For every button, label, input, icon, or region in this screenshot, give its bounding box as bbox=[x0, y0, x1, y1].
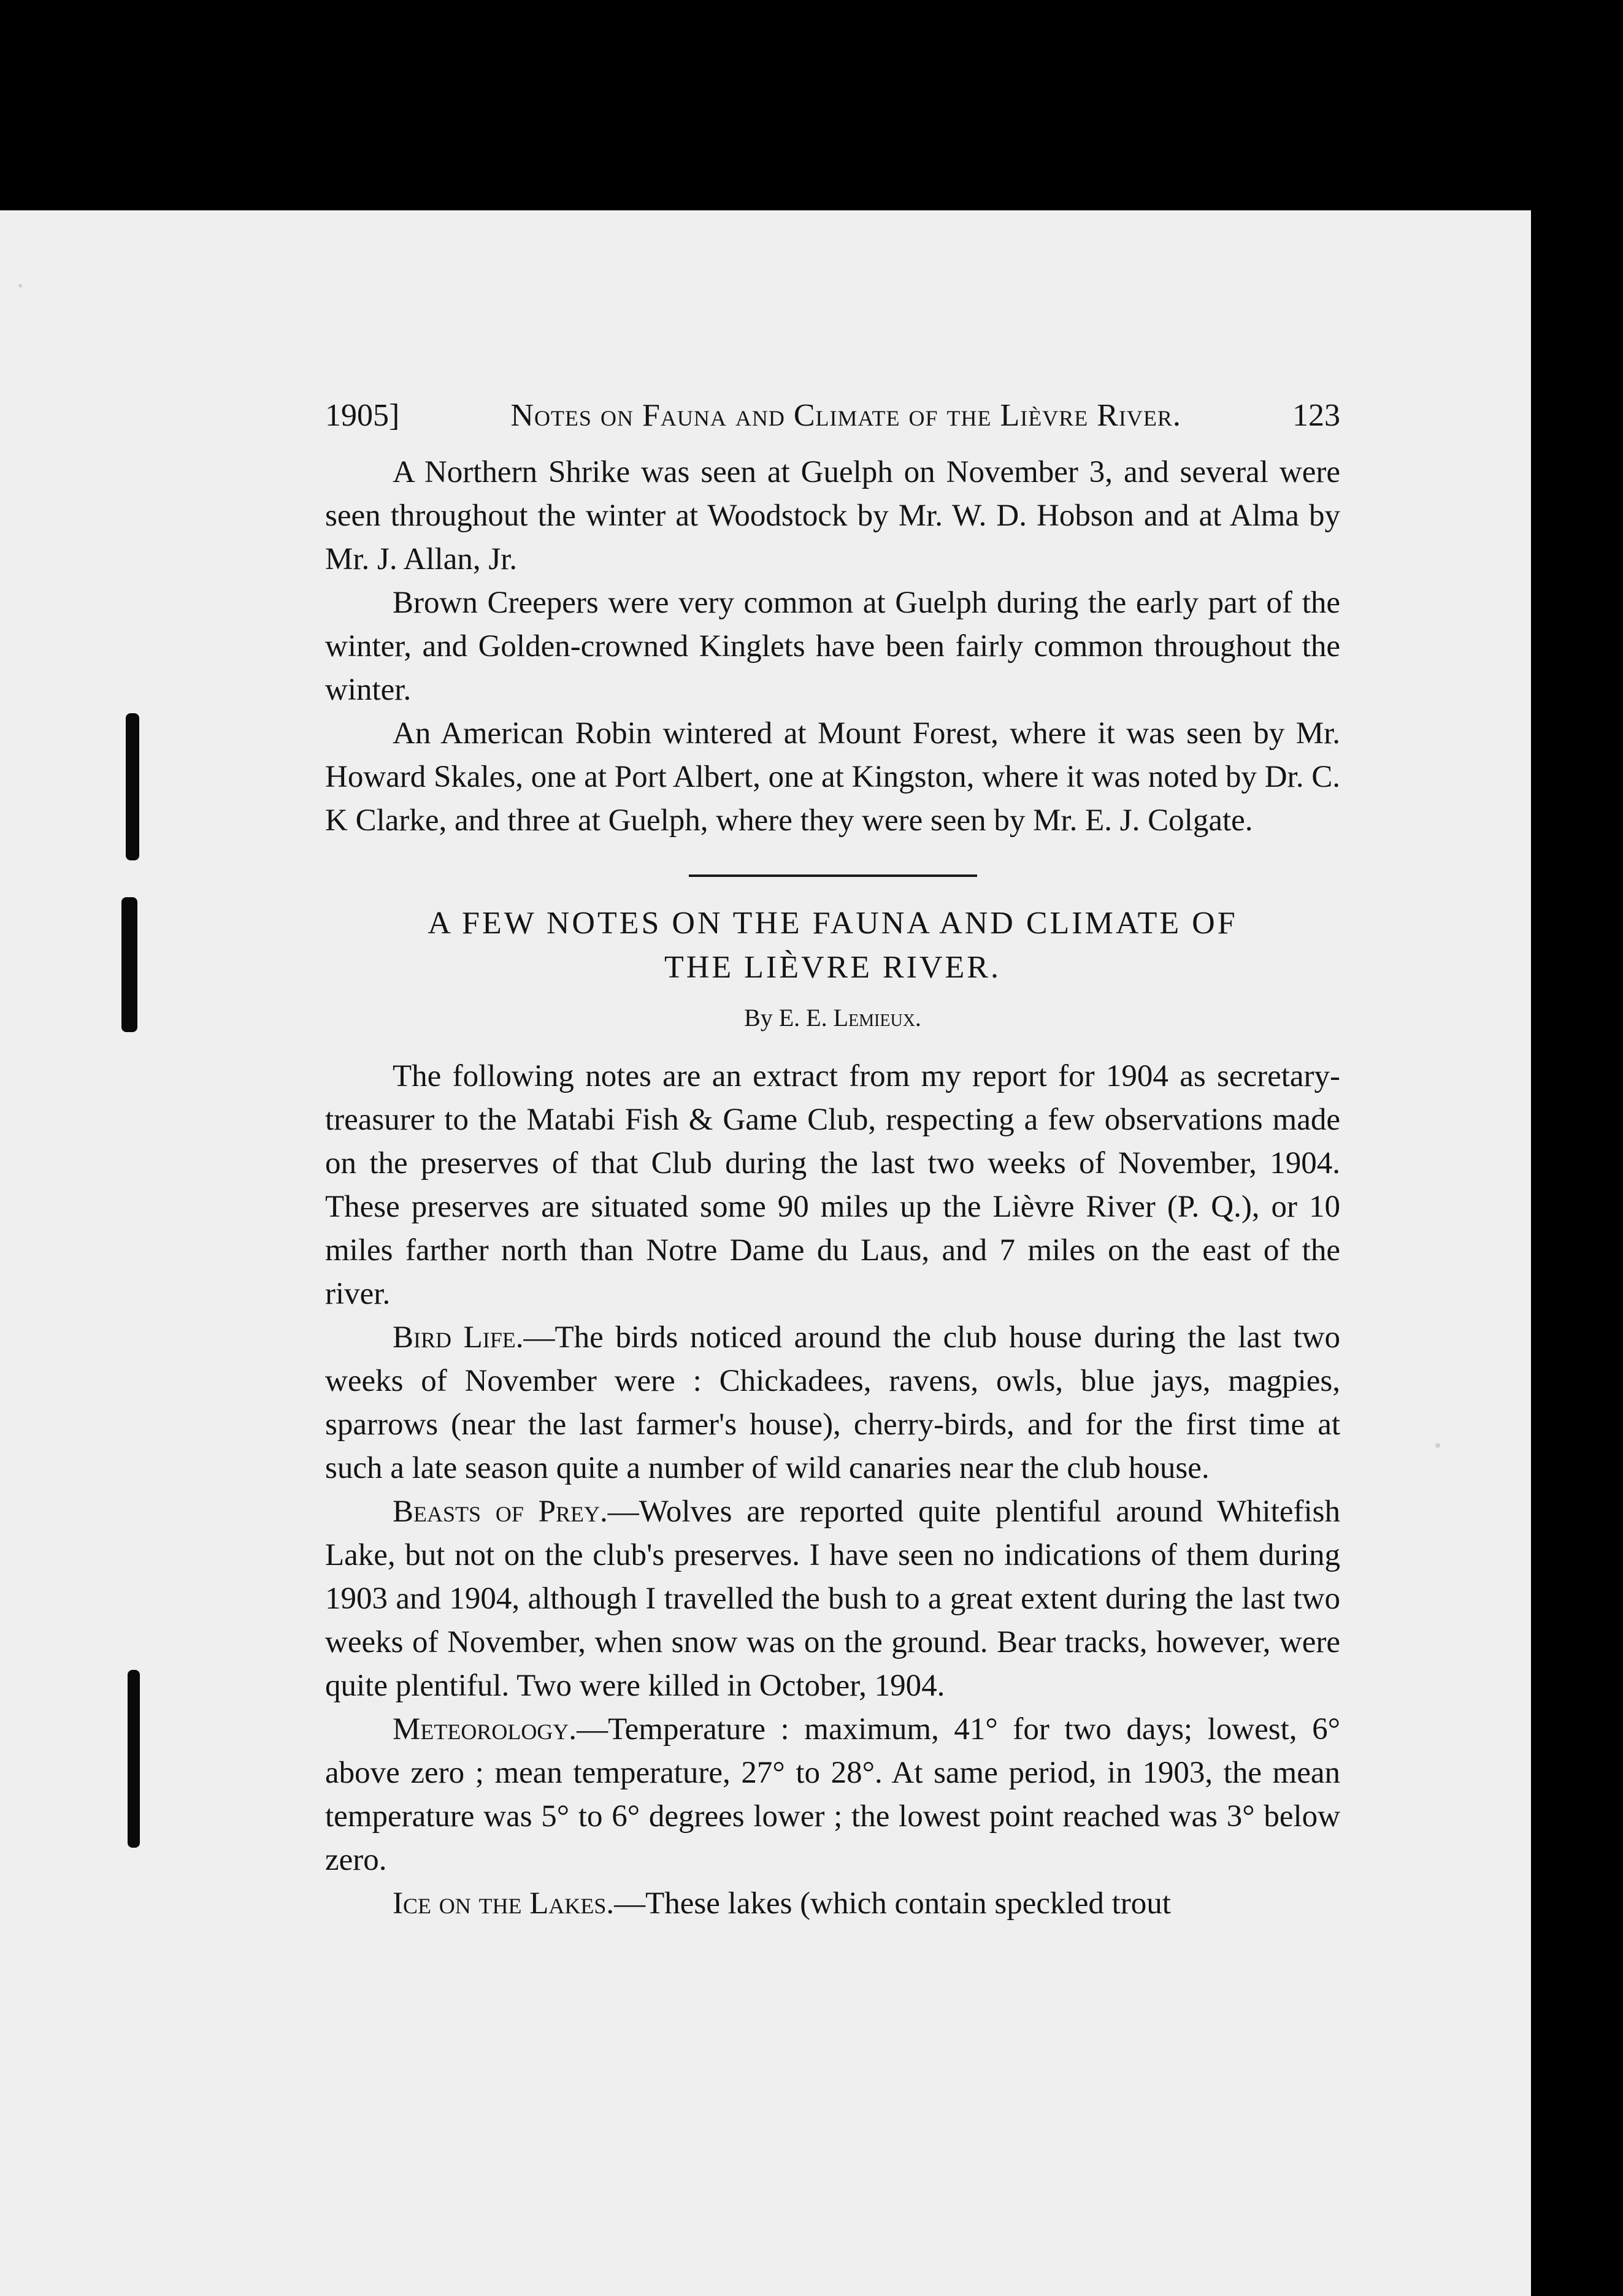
scan-speck bbox=[1435, 1443, 1440, 1448]
section-text-ice-on-lakes: —These lakes (which contain speckled trout bbox=[614, 1886, 1171, 1921]
byline bbox=[325, 1000, 1340, 1036]
section-heading-ice-on-lakes: Ice on the Lakes. bbox=[393, 1886, 615, 1921]
section-heading-meteorology: Meteorology. bbox=[393, 1712, 577, 1747]
section-heading-beasts-of-prey: Beasts of Prey. bbox=[393, 1494, 608, 1529]
paragraph-intro: The following notes are an extract from my report for 1904 as secretary-treasurer to the Matabi Fish & Game Club, respecting a few observations made on the preserves of that Club during the last two weeks of November, 1904. These preserves are situated some 90 miles up the Lièvre River (P. Q.), or 10 miles farther north than Notre Dame du Laus, and 7 miles on the east of the river. bbox=[325, 1059, 1340, 1311]
scan-speck bbox=[18, 284, 22, 288]
paragraph-american-robin: An American Robin wintered at Mount Forest, where it was seen by Mr. Howard Skales, one at Port Albert, one at Kingston, where it was noted by Dr. C. K Clarke, and three at Guelph, where they were seen by Mr. E. J. Colgate. bbox=[325, 716, 1340, 838]
paragraph-bird-life bbox=[325, 1316, 1340, 1490]
running-head-title: Notes on Fauna and Climate of the Lièvre River. bbox=[510, 398, 1181, 433]
paragraph-brown-creepers: Brown Creepers were very common at Guelph during the early part of the winter, and Golden-crowned Kinglets have been fairly common throughout the winter. bbox=[325, 586, 1340, 707]
running-head bbox=[325, 394, 1340, 437]
paragraph-ice-on-lakes bbox=[325, 1882, 1340, 1926]
binding-mark-middle bbox=[121, 897, 137, 1032]
byline-prefix: By bbox=[744, 1004, 773, 1031]
paragraph-beasts-of-prey bbox=[325, 1490, 1340, 1708]
binding-mark-top bbox=[126, 713, 139, 860]
author-name: E. E. Lemieux. bbox=[778, 1004, 921, 1031]
section-text-bird-life: —The birds noticed around the club house during the last two weeks of November were : Chickadees, ravens, owls, blue jays, magpies, sparrows (near the last farmer's house), cherry-birds, and for the first time at such a late season quite a number of wild canaries near the club house. bbox=[325, 1320, 1340, 1485]
page-number: 123 bbox=[1292, 398, 1340, 433]
page-content bbox=[325, 394, 1340, 1926]
paragraph-meteorology bbox=[325, 1708, 1340, 1882]
section-text-beasts-of-prey: —Wolves are reported quite plentiful around Whitefish Lake, but not on the club's preserves. I have seen no indications of them during 1903 and 1904, although I travelled the bush to a great extent during the last two weeks of November, when snow was on the ground. Bear tracks, however, were quite plentiful. Two were killed in October, 1904. bbox=[325, 1494, 1340, 1703]
paragraph-northern-shrike: A Northern Shrike was seen at Guelph on November 3, and several were seen throughout the winter at Woodstock by Mr. W. D. Hobson and at Alma by Mr. J. Allan, Jr. bbox=[325, 455, 1340, 576]
article-title-line-1: A FEW NOTES ON THE FAUNA AND CLIMATE OF bbox=[428, 906, 1238, 941]
scanned-page bbox=[0, 210, 1531, 2296]
section-heading-bird-life: Bird Life. bbox=[393, 1320, 524, 1355]
running-head-year: 1905] bbox=[325, 398, 400, 433]
article-title-line-2: THE LIÈVRE RIVER. bbox=[664, 950, 1001, 985]
article-title bbox=[325, 901, 1340, 990]
section-divider bbox=[689, 874, 977, 877]
binding-mark-bottom bbox=[128, 1670, 140, 1848]
section-text-meteorology: —Temperature : maximum, 41° for two days; lowest, 6° above zero ; mean temperature, 27° to 28°. At same period, in 1903, the mean temperature was 5° to 6° degrees lower ; the lowest point reached was 3° below zero. bbox=[325, 1712, 1340, 1877]
